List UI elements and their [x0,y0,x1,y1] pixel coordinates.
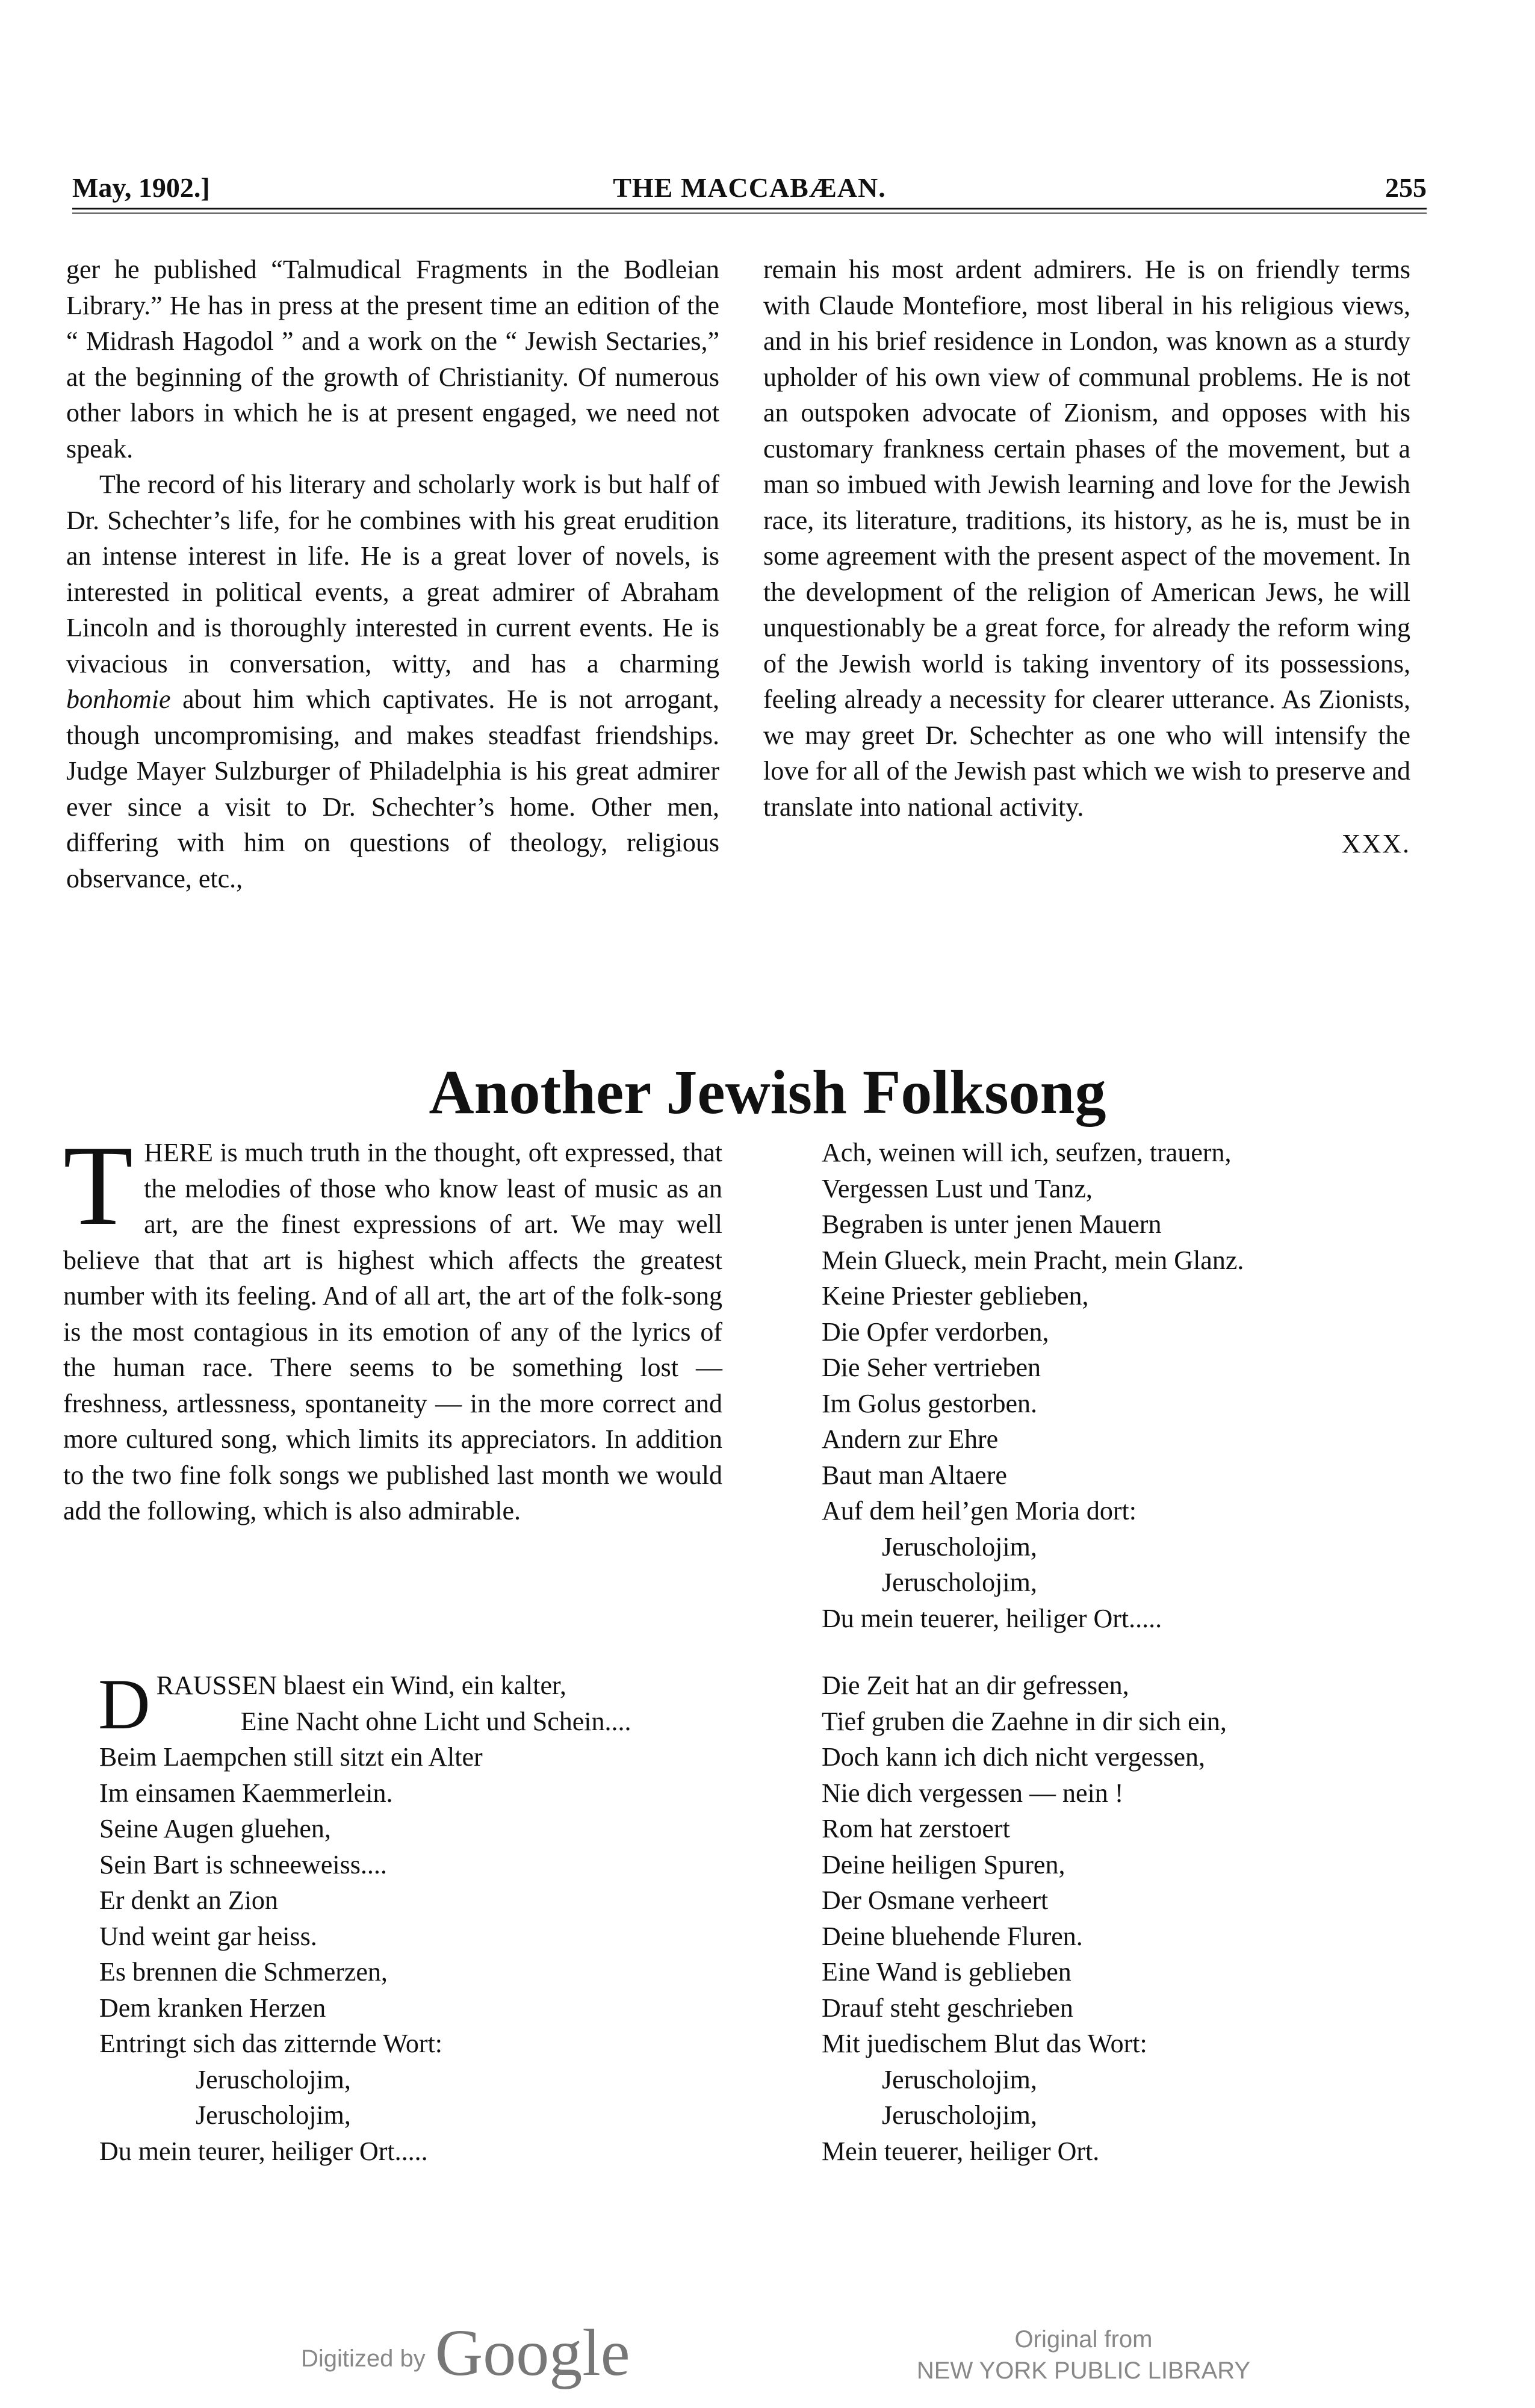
folksong-title: Another Jewish Folksong [429,1058,1106,1127]
poem-line: Jeruscholojim, [196,2100,351,2130]
digitized-by-text: Digitized by [301,2345,426,2372]
article-paragraph: ger he published “Talmudical Fragments in the Bodleian Library.” He has in press at the present time an edition of the “ Midrash Hagodol ” and a work on the “ Jewish Sectaries,” at the beginning of the growth of Christianity. Of numerous other labors in which he is at present engaged, we need not speak. [66,255,719,464]
header-rule-secondary [72,213,1427,214]
article-text: The record of his literary and scholarly work is but half of Dr. Schechter’s life, for he combines with his great erudition an intense interest in life. He is a great lover of novels, is interested in political events, a great admirer of Abraham Lincoln and is thoroughly interested in current events. He is vivacious in conversation, witty, and has a charming [66,470,719,678]
poem-line: Begraben is unter jenen Mauern [822,1209,1162,1239]
poem-line: Mit juedischem Blut das Wort: [822,2029,1147,2058]
poem-line: Rom hat zerstoert [822,1814,1010,1843]
poem-line: Drauf steht geschrieben [822,1993,1073,2023]
page-number: 255 [1385,172,1427,203]
original-from-text: Original from [1014,2326,1153,2353]
poem-line: Du mein teuerer, heiliger Ort..... [822,1603,1162,1633]
poem-line: Jeruscholojim, [882,2100,1037,2130]
poem-line: Nie dich vergessen — nein ! [822,1778,1124,1808]
poem-line: Tief gruben die Zaehne in dir sich ein, [822,1706,1227,1736]
poem-line: Entringt sich das zitternde Wort: [99,2029,442,2058]
poem-line: Mein Glueck, mein Pracht, mein Glanz. [822,1245,1244,1275]
poem-line: Mein teuerer, heiliger Ort. [822,2136,1100,2166]
article-left-column [66,252,719,896]
poem-stanza-2 [822,1135,1244,1636]
journal-title: THE MACCABÆAN. [613,172,886,203]
folksong-intro [63,1123,722,1529]
poem-stanza-3 [822,1668,1227,2169]
article-paragraph: remain his most ardent admirers. He is on friendly terms with Claude Montefiore, most liberal in his religious views, and in his brief residence in London, was known as a sturdy upholder of his own view of communal problems. He is not an outspoken advocate of Zionism, and opposes with his customary frankness certain phases of the movement, but a man so imbued with Jewish learning and love for the Jewish race, its literature, traditions, its history, as he is, must be in some agreement with the present aspect of the movement. In the development of the religion of American Jews, he will unquestionably be a great force, for already the reform wing of the Jewish world is taking inventory of its possessions, feeling already a necessity for clearer utterance. As Zionists, we may greet Dr. Schechter as one who will intensify the love for all of the Jewish past which we wish to preserve and translate into national activity. [763,255,1410,822]
poem-line: Dem kranken Herzen [99,1993,326,2023]
poem-line: Seine Augen gluehen, [99,1814,331,1843]
drop-cap: T [63,1123,134,1249]
poem-line: Sein Bart is schneeweiss.... [99,1849,387,1879]
author-signature: XXX. [1341,829,1410,858]
poem-line: Die Seher vertrieben [822,1353,1041,1382]
poem-line: Jeruscholojim, [196,2064,351,2094]
digitized-by-watermark [301,2315,630,2391]
italic-term: bonhomie [66,684,171,714]
poem-line: Eine Wand is geblieben [822,1957,1071,1987]
poem-line-text: Eine Nacht ohne Licht und Schein.... [240,1706,631,1736]
intro-text: is much truth in the thought, oft expressed, that the melodies of those who know least of music as an art, are the finest expressions of art. We may well believe that that art is highest which affects the greatest number with its feeling. And of all art, the art of the folk-song is the most contagious in its emotion of any of the lyrics of the human race. There seems to be something lost — freshness, artlessness, spontaneity — in the more correct and more cultured song, which limits its appreciators. In addition to the two fine folk songs we published last month we would add the following, which is also admirable. [63,1138,722,1525]
poem-line [99,1704,631,1740]
poem-line: Und weint gar heiss. [99,1921,317,1951]
poem-line: Auf dem heil’gen Moria dort: [822,1496,1137,1525]
drop-cap: D [98,1664,150,1744]
poem-line: Keine Priester geblieben, [822,1281,1089,1311]
library-name: NEW YORK PUBLIC LIBRARY [916,2357,1251,2384]
poem-line: Deine heiligen Spuren, [822,1849,1065,1879]
poem-line: Beim Laempchen still sitzt ein Alter [99,1742,483,1772]
poem-line: Vergessen Lust und Tanz, [822,1173,1093,1203]
poem-line: Der Osmane verheert [822,1885,1049,1915]
intro-smallcaps: HERE [144,1138,213,1167]
article-paragraph [66,467,719,896]
poem-line: Es brennen die Schmerzen, [99,1957,388,1987]
poem-line: Du mein teurer, heiliger Ort..... [99,2136,428,2166]
poem-line: RAUSSEN blaest ein Wind, ein kalter, [156,1671,566,1700]
running-head [72,172,1427,208]
poem-line: Im einsamen Kaemmerlein. [99,1778,393,1808]
poem-stanza-1 [98,1664,631,2169]
issue-date: May, 1902.] [72,172,210,203]
poem-line: Andern zur Ehre [822,1424,999,1454]
poem-line: Im Golus gestorben. [822,1388,1038,1418]
poem-line: Jeruscholojim, [882,2064,1037,2094]
article-text: about him which captivates. He is not arrogant, though uncompromising, and makes steadfast friendships. Judge Mayer Sulzburger of Philadelphia is his great admirer ever since a visit to Dr. Schechter’s home. Other men, differing with him on questions of theology, religious observance, etc., [66,684,719,893]
header-rule [72,208,1427,209]
article-right-column [763,252,1410,862]
google-logo: Google [435,2316,630,2389]
library-attribution [897,2324,1270,2386]
poem-line: Deine bluehende Fluren. [822,1921,1083,1951]
poem-line: Ach, weinen will ich, seufzen, trauern, [822,1138,1232,1167]
poem-line: Die Zeit hat an dir gefressen, [822,1671,1129,1700]
poem-line: Die Opfer verdorben, [822,1317,1049,1347]
poem-line: Doch kann ich dich nicht vergessen, [822,1742,1206,1772]
poem-line: Er denkt an Zion [99,1885,278,1915]
poem-line: Jeruscholojim, [882,1568,1037,1597]
poem-line: Baut man Altaere [822,1460,1007,1490]
poem-line: Jeruscholojim, [882,1531,1037,1562]
intro-paragraph [63,1123,722,1529]
